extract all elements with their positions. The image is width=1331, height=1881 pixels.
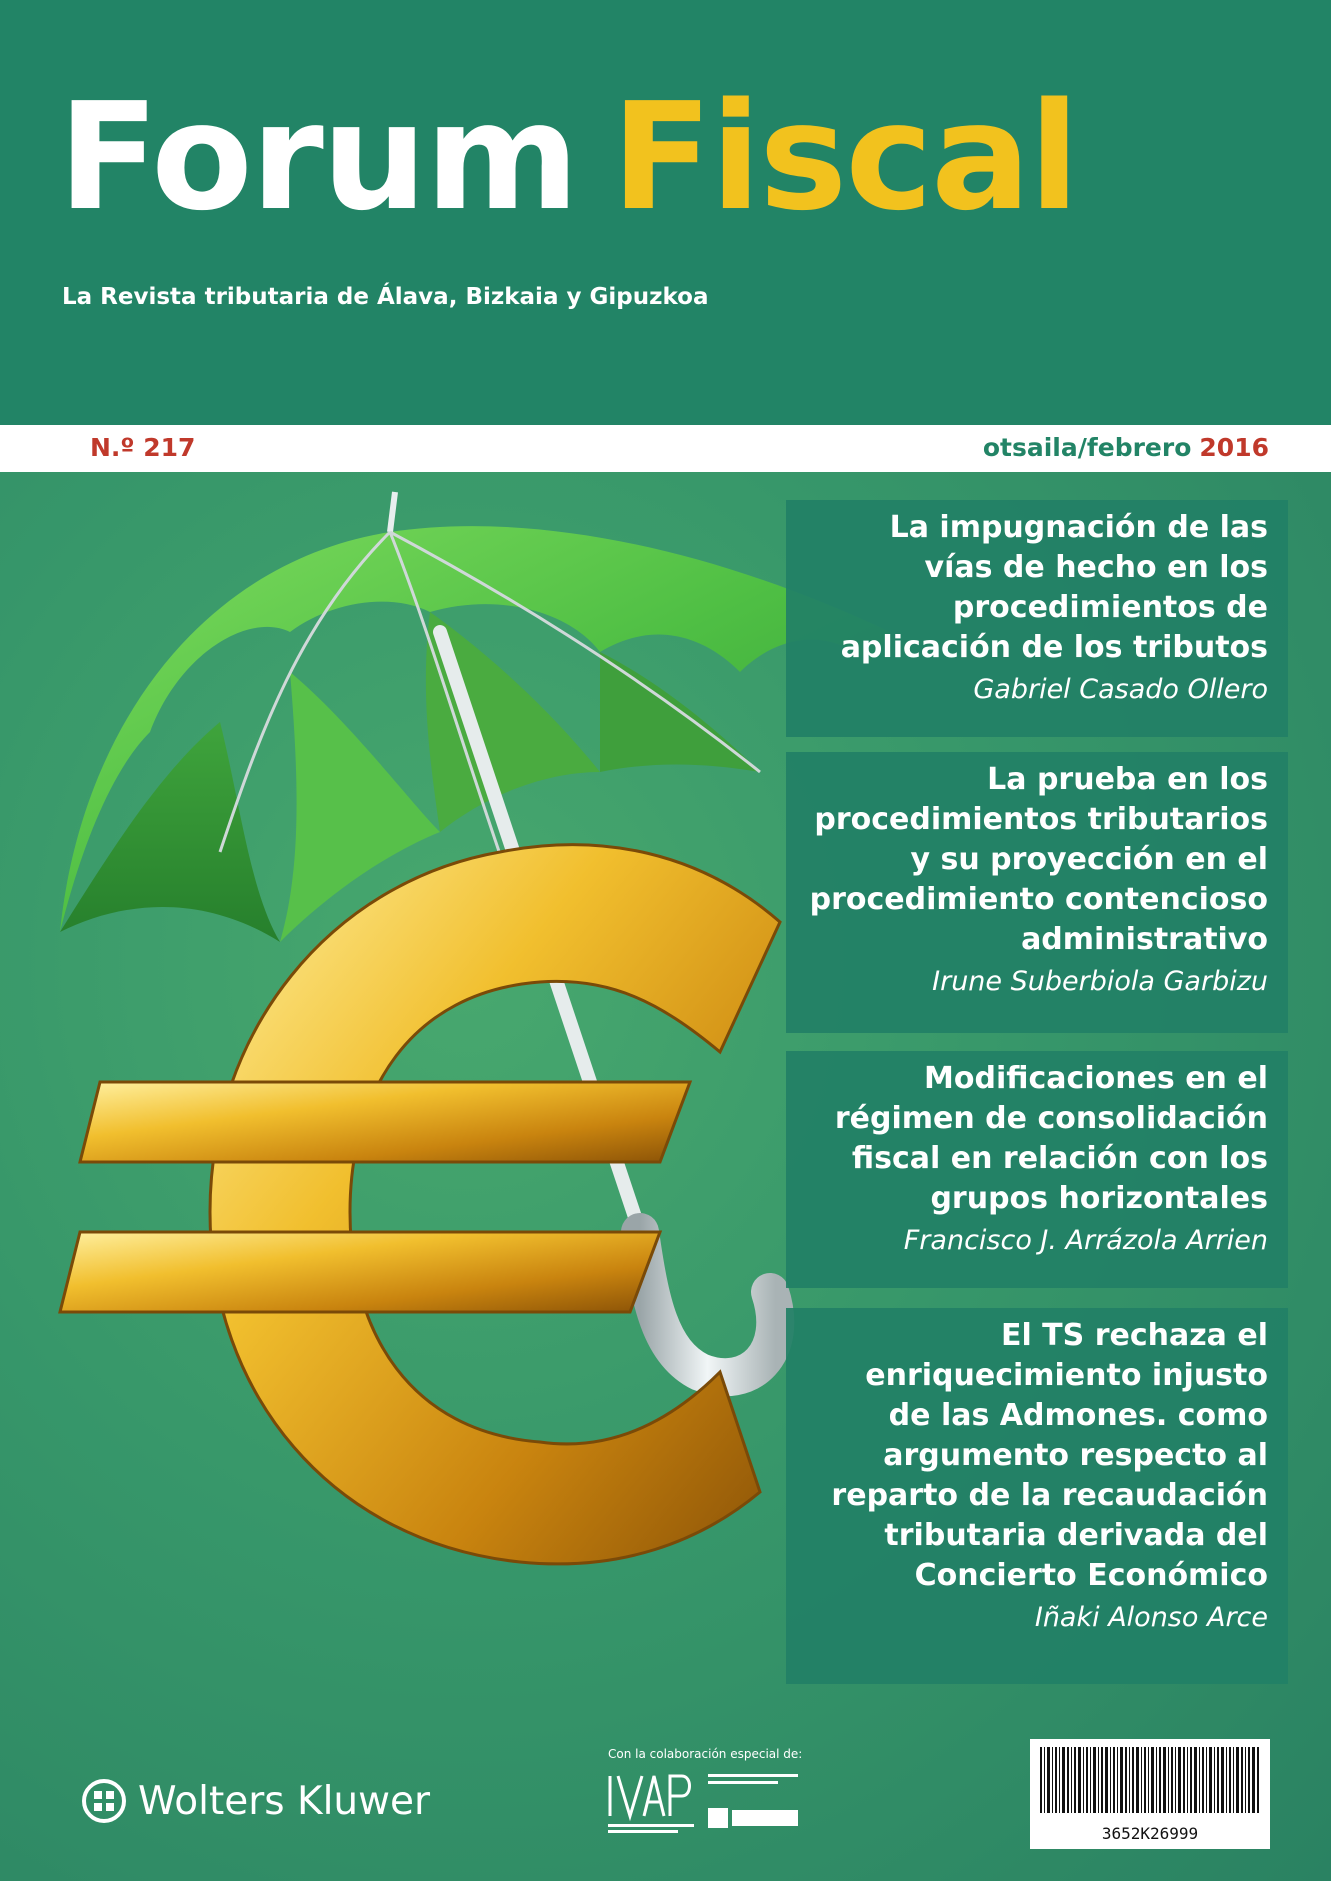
magazine-title bbox=[58, 70, 1078, 245]
barcode-bars bbox=[1040, 1747, 1260, 1813]
collaboration-label: Con la colaboración especial de: bbox=[608, 1747, 803, 1761]
wolters-kluwer-logo-icon bbox=[82, 1779, 126, 1823]
basque-government-logo bbox=[708, 1808, 728, 1828]
article-author: Francisco J. Arrázola Arrien bbox=[903, 1225, 1268, 1256]
euro-symbol-icon bbox=[60, 845, 780, 1564]
title-word-fiscal: Fiscal bbox=[611, 71, 1078, 243]
ivap-logo bbox=[606, 1768, 846, 1848]
article-title: Modificaciones en el régimen de consolidación fiscal en relación con los grupos horizontales bbox=[834, 1061, 1268, 1216]
article-title: La prueba en los procedimientos tributarios y su proyección en el procedimiento contencioso administrativo bbox=[809, 762, 1268, 957]
article-title: El TS rechaza el enriquecimiento injusto de las Admones. como argumento respecto al reparto de la recaudación tributaria derivada del Concierto Económico bbox=[831, 1318, 1268, 1593]
article-4[interactable] bbox=[786, 1308, 1288, 1684]
barcode-number: 3652K26999 bbox=[1101, 1824, 1199, 1843]
article-2[interactable] bbox=[786, 752, 1288, 1033]
issue-month: otsaila/febrero bbox=[982, 433, 1192, 462]
article-1[interactable] bbox=[786, 500, 1288, 737]
magazine-subtitle: La Revista tributaria de Álava, Bizkaia y Gipuzkoa bbox=[62, 284, 709, 310]
article-author: Gabriel Casado Ollero bbox=[973, 674, 1268, 705]
barcode bbox=[1030, 1739, 1270, 1849]
article-author: Iñaki Alonso Arce bbox=[1034, 1602, 1268, 1633]
article-author: Irune Suberbiola Garbizu bbox=[932, 966, 1268, 997]
publisher-name: Wolters Kluwer bbox=[138, 1778, 431, 1824]
article-3[interactable] bbox=[786, 1051, 1288, 1288]
title-word-forum: Forum bbox=[58, 71, 578, 243]
issue-number: N.º 217 bbox=[90, 433, 196, 462]
publisher-logo bbox=[82, 1771, 430, 1831]
issue-bar bbox=[0, 425, 1331, 472]
article-title: La impugnación de las vías de hecho en los procedimientos de aplicación de los tributos bbox=[840, 510, 1268, 665]
issue-year: 2016 bbox=[1199, 433, 1269, 462]
masthead bbox=[0, 0, 1331, 425]
issue-date bbox=[983, 433, 1269, 462]
